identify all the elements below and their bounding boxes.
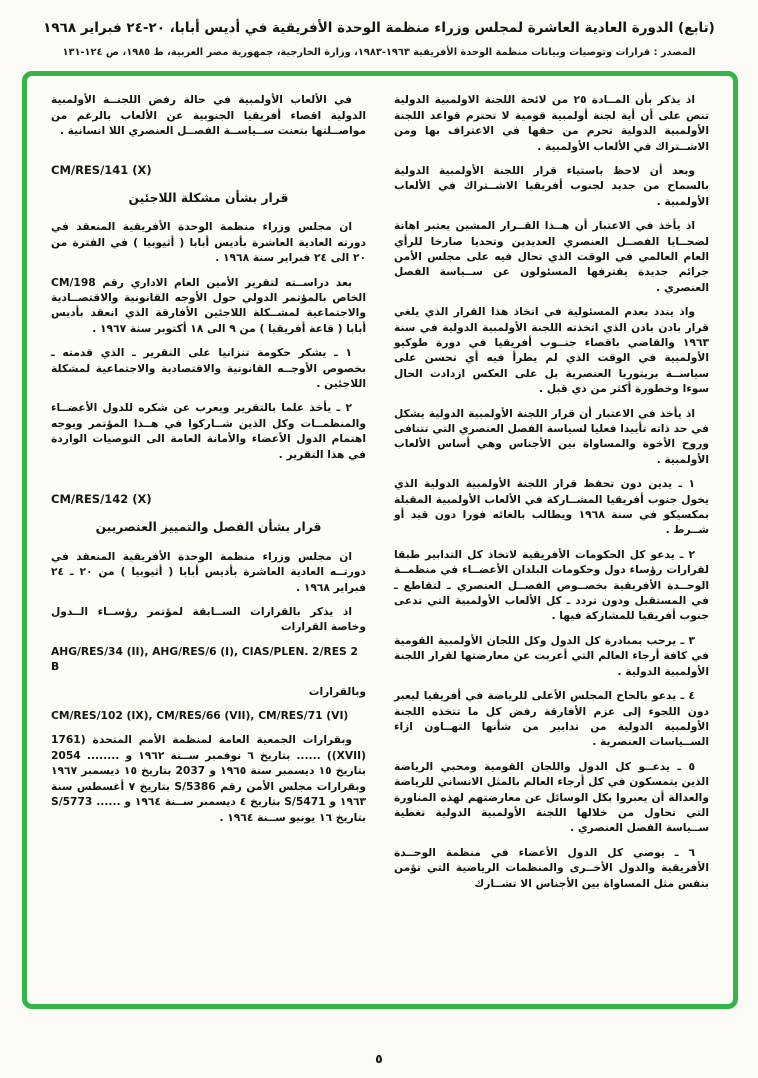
resolution-code: CM/RES/141 (X)	[51, 162, 152, 177]
paragraph: اذ يأخذ في الاعتبار أن قرار اللجنة الأولمبية الدولية يشكل في حد ذاته تأييدا فعليا لسياسة الفصل العنصري التي تتنافى وروح الأخوة والمساواة بين الأجناس وهي أساس الألعاب الأولمبية .	[394, 406, 709, 466]
paragraph: وبالقرارات	[308, 684, 366, 698]
numbered-item: ٢ ـ يدعو كل الحكومات الأفريقية لاتخاذ كل التدابير طبقا لقرارات رؤساء دول وحكومات البلدان الأعضــاء في منظمــة الوحــدة الأفريقية بخصــوص الفصــل العنصري ـ لتقاطع ـ في المستقبل ودون تردد ـ كل الألعاب الأولمبية التي تدعى جنوب أفريقيا للمشاركة فيها .	[394, 547, 709, 623]
numbered-item: ٤ ـ يدعو بالحاح المجلس الأعلى للرياضة في أفريقيا ليعبر دون اللجوء إلى عزم الأفارقة رفض كل ما تتخذه اللجنة الأولمبية الدولية من تدابير من شأنها التهــاون ازاء الســياسات العنصرية .	[394, 689, 709, 749]
two-column-layout	[51, 92, 709, 994]
paragraph: اذ يذكر بأن المــادة ٢٥ من لائحة اللجنة الاولمبية الدولية تنص على أن أية لجنة أولمبية قومية لا تحترم قواعد اللجنة الأولمبية الدولية تحرم من حقها في الاعتراف بها ومن الاشــتراك في الألعاب الأولمبية .	[394, 93, 709, 153]
numbered-item: ١ ـ يدين دون تحفظ قرار اللجنة الأولمبية الدولية الذي يخول جنوب أفريقيا المشــاركة في الألعاب الأولمبية المقبلة بمكسيكو في سنة ١٩٦٨ ويطالب بالغائه فورا دون قيد أو شــرط .	[394, 477, 709, 537]
numbered-item: ٥ ـ يدعــو كل الدول واللجان القومية ومحبي الرياضة الذين يتمسكون في كل أرجاء العالم بالمثل الانساني للرياضة والعدالة أن يعبروا بكل الوسائل عن معارضتهم لهذه المناورة التي تحاول من خلالها اللجنة الأولمبية الدولية تغطية ســياسة الفصل العنصري .	[394, 759, 709, 835]
paragraph: بعد دراســته لتقرير الأمين العام الاداري رقم CM/198 الخاص بالمؤتمر الدولي حول الأوجه القانونية والاقتصــادية والاجتماعية لمشــكلة اللاجئين الأفارقة الذي انعقد بأديس أبابا ( قاعة أفريقيا ) من ٩ الى ١٨ أكتوبر سنة ١٩٦٧ .	[51, 275, 366, 335]
paragraph: واذ يندد بعدم المسئولية في اتخاذ هذا القرار الذي يلغي قرار بادن بادن الذي اتخذته اللجنة الأولمبية الدولية في سنة ١٩٦٣ والقاضي باقصاء جنــوب أفريقيا في دورة طوكيو الأولمبية في الوقت الذي لم يطرأ فيه أي تحسن على سياســة بريتوريا العنصرية بل على العكس ازدادت الحال سوءا وخطورة أكثر من ذي قبل .	[394, 305, 709, 396]
numbered-item: ٦ ـ يوصي كل الدول الأعضاء في منظمة الوحــدة الأفريقية والدول الأخــرى والمنظمات الرياضية التي تؤمن بنفس مثل المساواة بين الأجناس الا تشــارك	[394, 845, 709, 890]
header-source: المصدر : قرارات وتوصيات وبيانات منظمة الوحدة الأفريقية ١٩٦٣-١٩٨٣، وزارة الخارجية، جمهورية مصر العربية، ط ١٩٨٥، ص ١٢٤-١٣١	[62, 47, 696, 59]
numbered-item: ١ ـ يشكر حكومة تنزانيا على التقرير ـ الذي قدمته ـ بخصوص الأوجــه القانونية والاقتصادية والاجتماعية لمشكلة اللاجئين .	[51, 346, 366, 390]
resolution-title: قرار بشأن الفصل والتمييز العنصريين	[95, 520, 322, 535]
resolution-code: CM/RES/142 (X)	[51, 492, 152, 507]
reference-codes: CM/RES/102 (IX), CM/RES/66 (VII), CM/RES/71 (VI)	[51, 709, 349, 723]
column-left	[51, 92, 366, 994]
numbered-item: ٢ ـ يأخذ علما بالتقرير ويعرب عن شكره للدول الأعضــاء والمنظمــات وكل الذين شــاركوا في هــذا المؤتمر ويوجه اهتمام الدول الأعضاء والأمانة العامة الى التوصيات الواردة في هذا التقرير .	[51, 401, 366, 461]
column-right	[394, 92, 709, 994]
paragraph: ان مجلس وزراء منظمة الوحدة الأفريقية المنعقد في دورتــه العادية العاشرة بأديس أبابا ( أثيوبيا ) من ٢٠ ـ ٢٤ فبراير ١٩٦٨ .	[51, 549, 366, 594]
reference-codes: AHG/RES/34 (II), AHG/RES/6 (I), CIAS/PLEN. 2/RES 2 B	[51, 644, 358, 674]
paragraph: ان مجلس وزراء منظمة الوحدة الأفريقية المنعقد في دورته العادية العاشرة بأديس أبابا ( أثيوبيا ) في الفترة من ٢٠ الى ٢٤ فبراير سنة ١٩٦٨ .	[51, 220, 366, 265]
resolution-title: قرار بشأن مشكلة اللاجئين	[128, 190, 289, 205]
paragraph: في الألعاب الأولمبية في حالة رفض اللجنــة الأولمبية الدولية اقصاء أفريقيا الجنوبية عن الألعاب بالرغم من مواصــلتها بتعنت ســياســة الفصــل العنصري اللا انسانية .	[51, 93, 366, 138]
content-border-box	[22, 71, 738, 1009]
numbered-item: ٣ ـ يرحب بمبادرة كل الدول وكل اللجان الأولمبية القومية في كافة أرجاء العالم التي أعربت عن معارضتها لقرار اللجنة الأولمبية الدولية .	[394, 633, 709, 678]
paragraph: وبعد أن لاحظ باستياء قرار اللجنة الأولمبية الدولية بالسماح من جديد لجنوب أفريقيا الاشــتراك في الألعاب الأولمبية .	[394, 163, 709, 208]
paragraph: اذ يأخذ في الاعتبار أن هــذا القــرار المشين يعتبر اهانة لضحــايا الفصــل العنصري العديدين وتحديا صارخا للرأي العام العالمي في الوقت الذي تحال فيه على مجلس الأمن جرائم جديدة يقترفها المسئولون عن ســياسة الفصل العنصري .	[394, 219, 709, 294]
paragraph: اذ يذكر بالقرارات الســابقة لمؤتمر رؤســاء الــدول وخاصة القرارات	[51, 605, 366, 634]
page-header	[8, 12, 750, 58]
header-title: (تابع) الدورة العادية العاشرة لمجلس وزراء منظمة الوحدة الأفريقية في أديس أبابا، ٢٠-٢٤ فبراير ١٩٦٨	[43, 20, 715, 36]
paragraph: وبقرارات الجمعية العامة لمنظمة الأمم المتحدة (1761 (XVII)) ...... بتاريخ ٦ نوفمبر ســنة ١٩٦٢ و ........ 2054 بتاريخ ١٥ ديسمبر سنة ١٩٦٥ و 2037 بتاريخ ١٥ ديسمبر ١٩٦٧ وبقرارات مجلس الأمن رقم S/5386 بتاريخ ٧ أغسطس سنة ١٩٦٣ و S/5471 بتاريخ ٤ ديسمبر ســنة ١٩٦٤ و ...... S/5773 بتاريخ ١٦ يونيو ســنة ١٩٦٤ .	[51, 733, 367, 824]
page-number: ٥	[375, 1051, 383, 1066]
